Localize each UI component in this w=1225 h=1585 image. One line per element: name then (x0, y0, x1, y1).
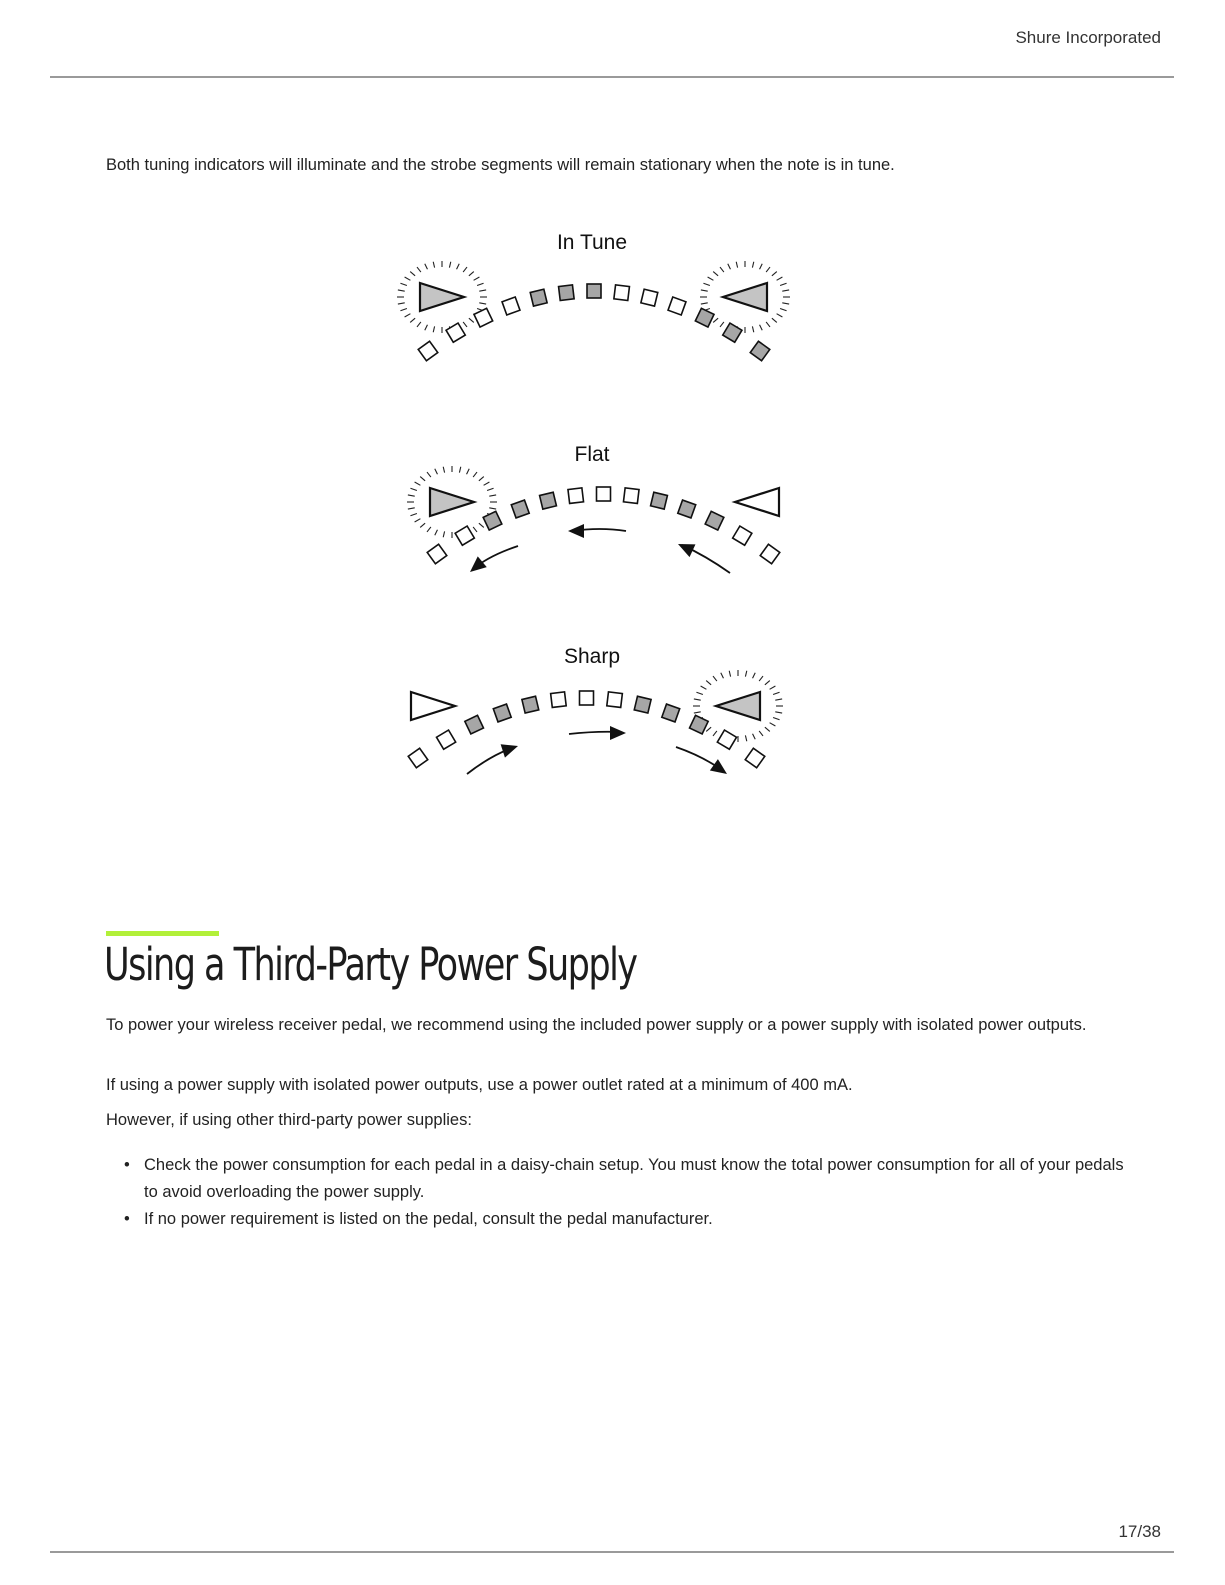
glow-tick (766, 267, 770, 272)
glow-tick (474, 277, 480, 280)
arrow-head (610, 726, 626, 740)
glow-tick (427, 527, 431, 532)
glow-tick (775, 712, 782, 713)
paragraph-third-party: However, if using other third-party power supplies: (106, 1111, 472, 1129)
strobe-segment (607, 692, 623, 708)
glow-tick (777, 314, 783, 317)
glow-tick (713, 272, 718, 276)
strobe-segment (483, 511, 502, 530)
glow-tick (425, 325, 428, 331)
glow-tick (433, 326, 434, 332)
strobe-segment (522, 696, 539, 713)
glow-tick (701, 290, 708, 291)
glow-tick (408, 508, 415, 509)
strobe-segment (436, 730, 455, 749)
glow-tick (708, 277, 714, 280)
strobe-segment (597, 487, 611, 501)
glow-tick (400, 308, 406, 310)
glow-tick (782, 303, 789, 304)
arrow-head (466, 556, 487, 577)
strobe-segment (662, 704, 680, 722)
glow-tick (479, 477, 484, 481)
glow-tick (752, 326, 753, 332)
glow-tick (484, 482, 490, 485)
glow-tick (417, 267, 421, 272)
glow-tick (728, 264, 731, 270)
glow-tick (410, 318, 415, 322)
glow-tick (713, 676, 717, 681)
glow-tick (469, 272, 474, 276)
glow-tick (760, 264, 763, 270)
figure-label-in-tune: In Tune (556, 231, 628, 254)
glow-tick (487, 488, 493, 490)
figure-label-flat: Flat (574, 443, 610, 466)
page-number: 17/38 (1118, 1522, 1161, 1541)
glow-tick (463, 322, 467, 327)
tuning-indicator-left (430, 488, 474, 516)
glow-tick (736, 262, 737, 268)
glow-tick (713, 318, 718, 322)
glow-tick (766, 322, 770, 327)
glow-tick (713, 731, 717, 736)
glow-tick (435, 530, 438, 536)
strobe-segment (750, 341, 770, 361)
strobe-segment (540, 492, 557, 509)
glow-tick (405, 277, 411, 280)
glow-tick (701, 686, 707, 689)
strobe-segment (455, 526, 474, 545)
glow-tick (770, 723, 776, 726)
glow-tick (765, 681, 770, 685)
glow-tick (753, 734, 756, 740)
glow-tick (759, 676, 763, 681)
glow-tick (398, 290, 405, 291)
glow-tick (489, 508, 496, 509)
glow-tick (721, 673, 724, 679)
glow-tick (770, 686, 776, 689)
strobe-segment (733, 526, 752, 545)
strobe-segment (530, 289, 547, 306)
glow-tick (479, 290, 486, 291)
figure-in-tune (397, 261, 790, 361)
glow-tick (765, 727, 770, 731)
arrow-head (675, 538, 695, 557)
strobe-segment (623, 488, 639, 504)
glow-tick (489, 495, 496, 496)
strobe-segment (568, 488, 584, 504)
glow-tick (752, 262, 753, 268)
glow-tick (410, 488, 416, 490)
glow-tick (780, 308, 786, 310)
strobe-segment (668, 297, 686, 315)
glow-tick (759, 731, 763, 736)
strobe-segment (634, 696, 651, 713)
glow-tick (706, 681, 711, 685)
glow-tick (435, 469, 438, 475)
tuning-indicator-right (716, 692, 760, 720)
strobe-segment (705, 511, 724, 530)
glow-tick (415, 519, 421, 522)
bullet-list (106, 1152, 1126, 1233)
glow-tick (760, 325, 763, 331)
glow-tick (745, 735, 746, 741)
bullet-item: • If no power requirement is listed on the pedal, consult the pedal manufacturer. (106, 1206, 1126, 1233)
glow-tick (433, 262, 434, 268)
glow-tick (417, 322, 421, 327)
glow-tick (753, 673, 756, 679)
glow-tick (772, 318, 777, 322)
glow-tick (772, 272, 777, 276)
glow-tick (773, 717, 779, 719)
strobe-segment (427, 544, 447, 564)
glow-tick (410, 513, 416, 515)
glow-tick (780, 283, 786, 285)
strobe-segment (723, 323, 742, 342)
paragraph-recommendation: To power your wireless receiver pedal, we recommend using the included power supply or a power supply with isolated power outputs. (106, 1016, 1087, 1034)
glow-tick (459, 467, 460, 473)
strobe-segment (418, 341, 438, 361)
strobe-segment (474, 308, 493, 327)
glow-tick (449, 262, 450, 268)
glow-tick (425, 264, 428, 270)
arrow-head (568, 524, 584, 538)
glow-tick (701, 303, 708, 304)
strobe-segment (695, 308, 714, 327)
glow-tick (479, 303, 486, 304)
glow-tick (473, 472, 477, 477)
glow-tick (400, 283, 406, 285)
section-title: Using a Third-Party Power Supply (104, 938, 637, 991)
tuning-indicator-left (420, 283, 464, 311)
strobe-segment (502, 297, 520, 315)
glow-tick (479, 523, 484, 527)
glow-tick (696, 692, 702, 694)
strobe-segment (614, 285, 630, 301)
glow-tick (694, 699, 701, 700)
strobe-segment (580, 691, 594, 705)
glow-tick (405, 314, 411, 317)
glow-tick (777, 277, 783, 280)
glow-tick (782, 290, 789, 291)
paragraph-isolated-outputs: If using a power supply with isolated power outputs, use a power outlet rated at a minimum of 400 mA. (106, 1076, 853, 1094)
glow-tick (467, 469, 470, 475)
glow-tick (469, 318, 474, 322)
strobe-segment (587, 284, 601, 298)
tuning-indicator-right (723, 283, 767, 311)
glow-tick (694, 712, 701, 713)
strobe-segment (641, 289, 658, 306)
arrow-head (501, 739, 521, 757)
tuning-indicator-left (411, 692, 455, 720)
strobe-segment (690, 715, 709, 734)
glow-tick (477, 283, 483, 285)
footer-divider (50, 1551, 1174, 1553)
strobe-segment (551, 692, 567, 708)
glow-tick (415, 482, 421, 485)
glow-tick (773, 692, 779, 694)
strobe-segment (465, 715, 484, 734)
glow-tick (457, 264, 460, 270)
glow-tick (443, 467, 444, 473)
figure-sharp (408, 670, 783, 780)
figure-flat (407, 466, 780, 577)
glow-tick (410, 272, 415, 276)
glow-tick (408, 495, 415, 496)
glow-tick (443, 531, 444, 537)
glow-tick (720, 322, 724, 327)
bullet-item: • Check the power consumption for each pedal in a daisy-chain setup. You must know the total power consumption for all of your pedals to avoid overloading the power supply. (106, 1152, 1126, 1206)
tuning-indicator-right (735, 488, 779, 516)
strobe-segment (511, 500, 529, 518)
figure-label-sharp: Sharp (563, 645, 621, 668)
strobe-segment (651, 492, 668, 509)
glow-tick (473, 527, 477, 532)
section-accent-bar (106, 931, 219, 936)
strobe-segment (760, 544, 780, 564)
strobe-segment (446, 323, 465, 342)
strobe-segment (745, 748, 765, 768)
glow-tick (745, 671, 746, 677)
glow-tick (427, 472, 431, 477)
glow-tick (398, 303, 405, 304)
glow-tick (775, 699, 782, 700)
strobe-segment (717, 730, 736, 749)
glow-tick (420, 523, 425, 527)
glow-tick (420, 477, 425, 481)
strobe-segment (678, 500, 696, 518)
strobe-segment (493, 704, 511, 722)
glow-tick (720, 267, 724, 272)
arrow-head (710, 759, 731, 780)
strobe-segment (408, 748, 428, 768)
glow-tick (729, 671, 730, 677)
strobe-segment (559, 285, 575, 301)
intro-paragraph: Both tuning indicators will illuminate and the strobe segments will remain stationary when the note is in tune. (106, 156, 895, 174)
glow-tick (706, 727, 711, 731)
glow-tick (463, 267, 467, 272)
glow-tick (703, 283, 709, 285)
header-company-name: Shure Incorporated (1015, 28, 1161, 47)
